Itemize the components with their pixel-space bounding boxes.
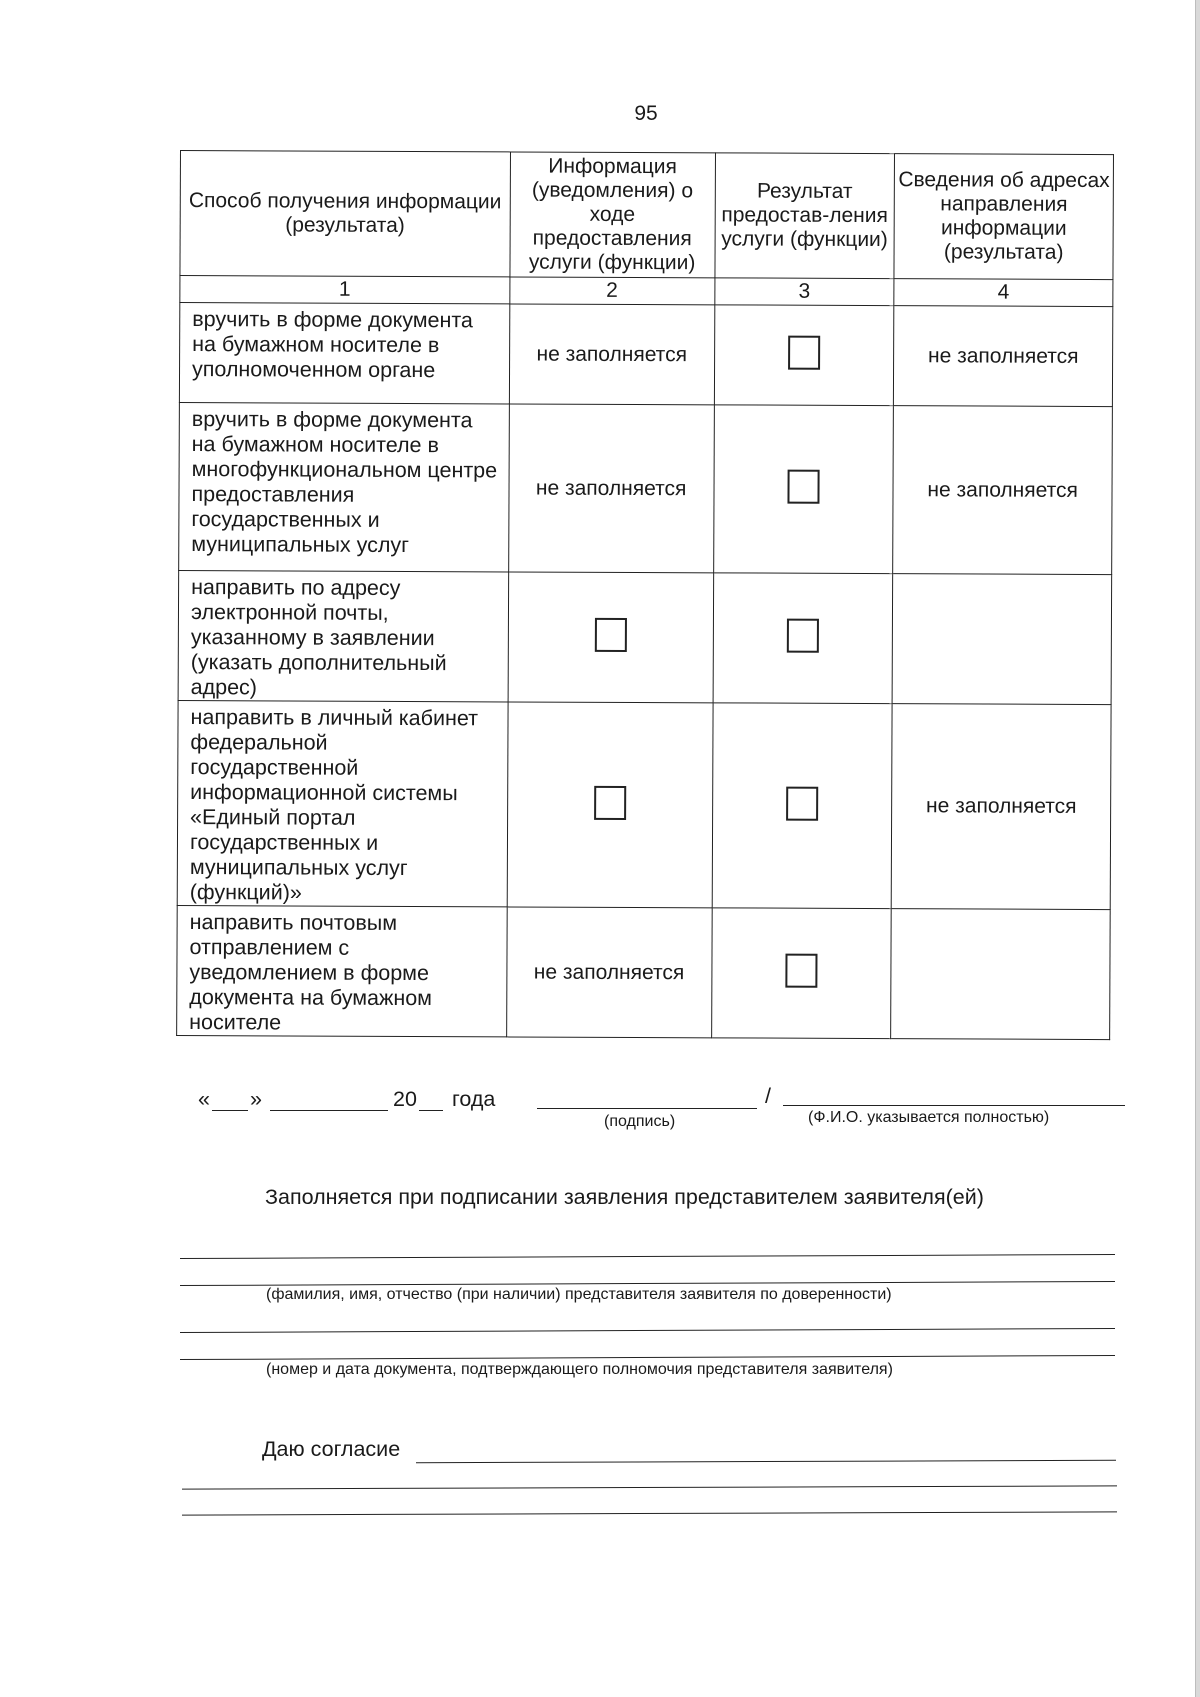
info-cell (508, 572, 713, 703)
header-info: Информация (уведомления) о ходе предоставления услуги (функции) (510, 152, 715, 278)
page-number: 95 (634, 102, 658, 125)
year-suffix: года (452, 1087, 496, 1111)
table-row (177, 700, 1111, 909)
method-cell: направить по адресу электронной почты, указанному в заявлении (указать дополнительный адрес) (178, 570, 508, 701)
header-result: Результат предостав-ления услуги (функции) (714, 153, 894, 279)
year-field[interactable] (419, 1110, 443, 1111)
column-number: 2 (510, 277, 715, 305)
method-cell: вручить в форме документа на бумажном носителе в многофункциональном центре предоставления государственных и муниципальных услуг (179, 402, 509, 571)
table-row (179, 303, 1112, 407)
consent-line-1[interactable] (416, 1460, 1116, 1463)
info-cell (507, 702, 713, 908)
table-header-row (180, 151, 1114, 280)
result-checkbox[interactable] (785, 954, 817, 988)
method-cell: вручить в форме документа на бумажном носителе в уполномоченном органе (179, 303, 509, 404)
result-cell (713, 405, 893, 574)
table-row (177, 905, 1111, 1039)
table-row (178, 570, 1112, 704)
rep-doc-caption: (номер и дата документа, подтверждающего полномочия представителя заявителя) (266, 1361, 893, 1378)
address-cell: не заполняется (894, 306, 1113, 407)
header-method: Способ получения информации (результата) (180, 151, 510, 277)
address-cell: не заполняется (891, 704, 1111, 910)
rep-doc-line-2[interactable] (180, 1355, 1115, 1360)
address-cell[interactable] (892, 574, 1111, 705)
full-name-field[interactable] (783, 1105, 1125, 1106)
info-cell: не заполняется (509, 304, 714, 405)
full-name-caption: (Ф.И.О. указывается полностью) (808, 1109, 1050, 1126)
result-cell (713, 573, 893, 704)
info-cell: не заполняется (506, 907, 711, 1038)
info-checkbox[interactable] (594, 618, 626, 652)
rep-name-line-1[interactable] (180, 1254, 1115, 1259)
date-close-quote: » (250, 1087, 262, 1111)
representative-heading: Заполняется при подписании заявления представителем заявителя(ей) (265, 1185, 984, 1209)
signature-field[interactable] (537, 1108, 757, 1109)
header-address: Сведения об адресах направления информации (результата) (894, 154, 1113, 280)
consent-line-3[interactable] (182, 1511, 1117, 1515)
day-field[interactable] (212, 1110, 248, 1111)
consent-line-2[interactable] (182, 1485, 1117, 1489)
result-cell (712, 703, 893, 909)
result-checkbox[interactable] (788, 336, 820, 370)
table-row (179, 402, 1113, 574)
result-cell (714, 305, 894, 406)
column-number-row (180, 276, 1113, 307)
result-checkbox[interactable] (786, 786, 818, 820)
result-checkbox[interactable] (787, 619, 819, 653)
signature-caption: (подпись) (604, 1113, 676, 1130)
year-prefix: 20 (393, 1087, 417, 1111)
method-cell: направить в личный кабинет федеральной государственной информационной системы «Единый портал государственных и муниципальных услуг (функций)» (177, 700, 508, 906)
rep-name-caption: (фамилия, имя, отчество (при наличии) представителя заявителя по доверенности) (266, 1286, 892, 1303)
column-number: 3 (714, 278, 894, 306)
info-cell: не заполняется (508, 404, 714, 573)
slash-separator: / (765, 1084, 771, 1108)
consent-label: Даю согласие (262, 1437, 401, 1461)
delivery-method-table (176, 150, 1114, 1040)
column-number: 1 (180, 276, 510, 304)
result-cell (711, 908, 891, 1039)
address-cell: не заполняется (893, 406, 1112, 575)
month-field[interactable] (270, 1110, 388, 1111)
address-cell[interactable] (891, 909, 1110, 1040)
rep-doc-line-1[interactable] (180, 1328, 1115, 1333)
info-checkbox[interactable] (594, 785, 626, 819)
date-open-quote: « (198, 1087, 210, 1111)
method-cell: направить почтовым отправлением с уведомлением в форме документа на бумажном носителе (177, 905, 507, 1036)
result-checkbox[interactable] (787, 470, 819, 504)
column-number: 4 (894, 279, 1113, 307)
